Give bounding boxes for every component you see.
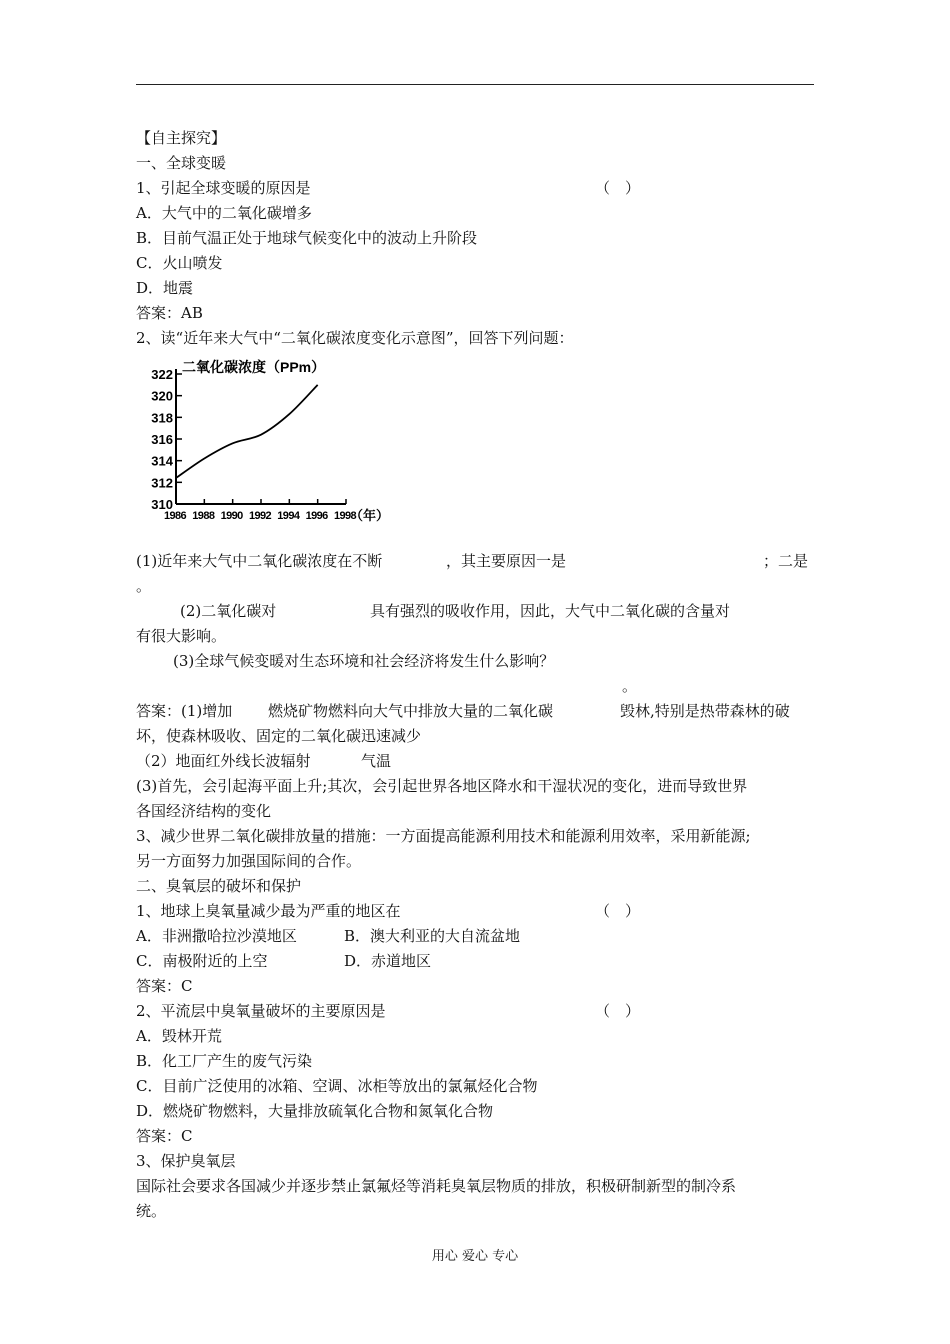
- x-axis-label: （年）: [350, 509, 390, 524]
- q1-text: 1、引起全球变暖的原因是: [136, 179, 311, 197]
- q2-part3-end: 。: [622, 677, 638, 695]
- chart-title: 二氧化碳浓度（PPm）: [182, 359, 326, 375]
- header-rule: [136, 84, 814, 85]
- s2-q3-title: 3、保护臭氧层: [136, 1152, 236, 1170]
- q2-part2-a: (2)二氧化碳对: [180, 602, 277, 620]
- s2-q1-answer: 答案：C: [136, 977, 193, 995]
- q1-option-c: C．火山喷发: [136, 254, 223, 272]
- y-tick-label: 316: [151, 432, 173, 447]
- s2-q2-option-b: B．化工厂产生的废气污染: [136, 1052, 313, 1070]
- y-tick-label: 314: [151, 453, 173, 469]
- s2-q1-option-d: D．赤道地区: [344, 952, 432, 970]
- q3-text-a: 3、减少世界二氧化碳排放量的措施：一方面提高能源利用技术和能源利用效率，采用新能源;: [136, 827, 751, 845]
- s2-q2-answer: 答案：C: [136, 1127, 193, 1145]
- q2-text: 2、读“近年来大气中“二氧化碳浓度变化示意图”，回答下列问题：: [136, 329, 574, 347]
- co2-chart: [134, 354, 394, 529]
- q3-text-b: 另一方面努力加强国际间的合作。: [136, 852, 362, 870]
- y-tick-label: 310: [151, 497, 173, 512]
- x-tick-label: 1998: [333, 510, 357, 522]
- s2-q2-paren: （ ）: [595, 1002, 641, 1020]
- x-tick-label: 1996: [305, 510, 328, 522]
- s2-q1-option-c: C．南极附近的上空: [136, 952, 268, 970]
- q2-part1-c: ；二是: [763, 552, 809, 570]
- q2-part1-d: 。: [136, 577, 152, 595]
- q1-paren: （ ）: [595, 179, 641, 197]
- s2-q1-option-b: B．澳大利亚的大自流盆地: [344, 927, 521, 945]
- s2-q2-text: 2、平流层中臭氧量破坏的主要原因是: [136, 1002, 386, 1020]
- q1-answer: 答案：AB: [136, 304, 203, 322]
- x-tick-label: 1986: [163, 510, 187, 522]
- y-tick-label: 312: [151, 475, 173, 491]
- q2-answer-3a: (3)首先，会引起海平面上升;其次，会引起世界各地区降水和干湿状况的变化，进而导致世界: [136, 777, 748, 795]
- co2-line: [176, 385, 318, 478]
- s2-q2-option-d: D．燃烧矿物燃料，大量排放硫氧化合物和氮氧化合物: [136, 1102, 494, 1120]
- q1-option-b: B．目前气温正处于地球气候变化中的波动上升阶段: [136, 229, 478, 247]
- q2-part2-b: 具有强烈的吸收作用，因此，大气中二氧化碳的含量对: [370, 602, 731, 620]
- section-1-title: 一、全球变暖: [136, 154, 227, 172]
- q2-part2-c: 有很大影响。: [136, 627, 227, 645]
- q1-option-a: A．大气中的二氧化碳增多: [136, 204, 312, 222]
- section-2-title: 二、臭氧层的破坏和保护: [136, 877, 302, 895]
- x-tick-label: 1990: [220, 510, 243, 522]
- x-tick-label: 1994: [277, 510, 300, 522]
- x-tick-label: 1992: [248, 510, 272, 522]
- s2-q3-text-a: 国际社会要求各国减少并逐步禁止氯氟烃等消耗臭氧层物质的排放，积极研制新型的制冷系: [136, 1177, 737, 1195]
- q2-answer-1b: 燃烧矿物燃料向大气中排放大量的二氧化碳: [268, 702, 554, 720]
- s2-q1-text: 1、地球上臭氧量减少最为严重的地区在: [136, 902, 401, 920]
- x-tick-label: 1988: [192, 510, 215, 522]
- q2-part3: (3)全球气候变暖对生态环境和社会经济将发生什么影响？: [173, 652, 555, 670]
- q2-answer-2b: 气温: [361, 752, 392, 770]
- q1-option-d: D．地震: [136, 279, 194, 297]
- q2-answer-3b: 各国经济结构的变化: [136, 802, 272, 820]
- y-tick-label: 320: [151, 388, 173, 404]
- q2-answer-1a: 答案：(1)增加: [136, 702, 233, 720]
- q2-part1-b: ，其主要原因一是: [446, 552, 567, 570]
- q2-part1-a: (1)近年来大气中二氧化碳浓度在不断: [136, 552, 383, 570]
- y-tick-label: 318: [151, 410, 173, 426]
- q2-answer-2a: （2）地面红外线长波辐射: [136, 752, 311, 770]
- s2-q2-option-c: C．目前广泛使用的冰箱、空调、冰柜等放出的氯氟烃化合物: [136, 1077, 538, 1095]
- q2-answer-1d: 坏，使森林吸收、固定的二氧化碳迅速减少: [136, 727, 422, 745]
- page-footer: 用心 爱心 专心: [431, 1249, 519, 1264]
- s2-q2-option-a: A．毁林开荒: [136, 1027, 222, 1045]
- s2-q3-text-b: 统。: [136, 1202, 167, 1220]
- s2-q1-paren: （ ）: [595, 902, 641, 920]
- section-heading: 【自主探究】: [136, 129, 227, 147]
- y-tick-label: 322: [151, 367, 173, 382]
- q2-answer-1c: 毁林,特别是热带森林的破: [620, 702, 790, 720]
- s2-q1-option-a: A．非洲撒哈拉沙漠地区: [136, 927, 297, 945]
